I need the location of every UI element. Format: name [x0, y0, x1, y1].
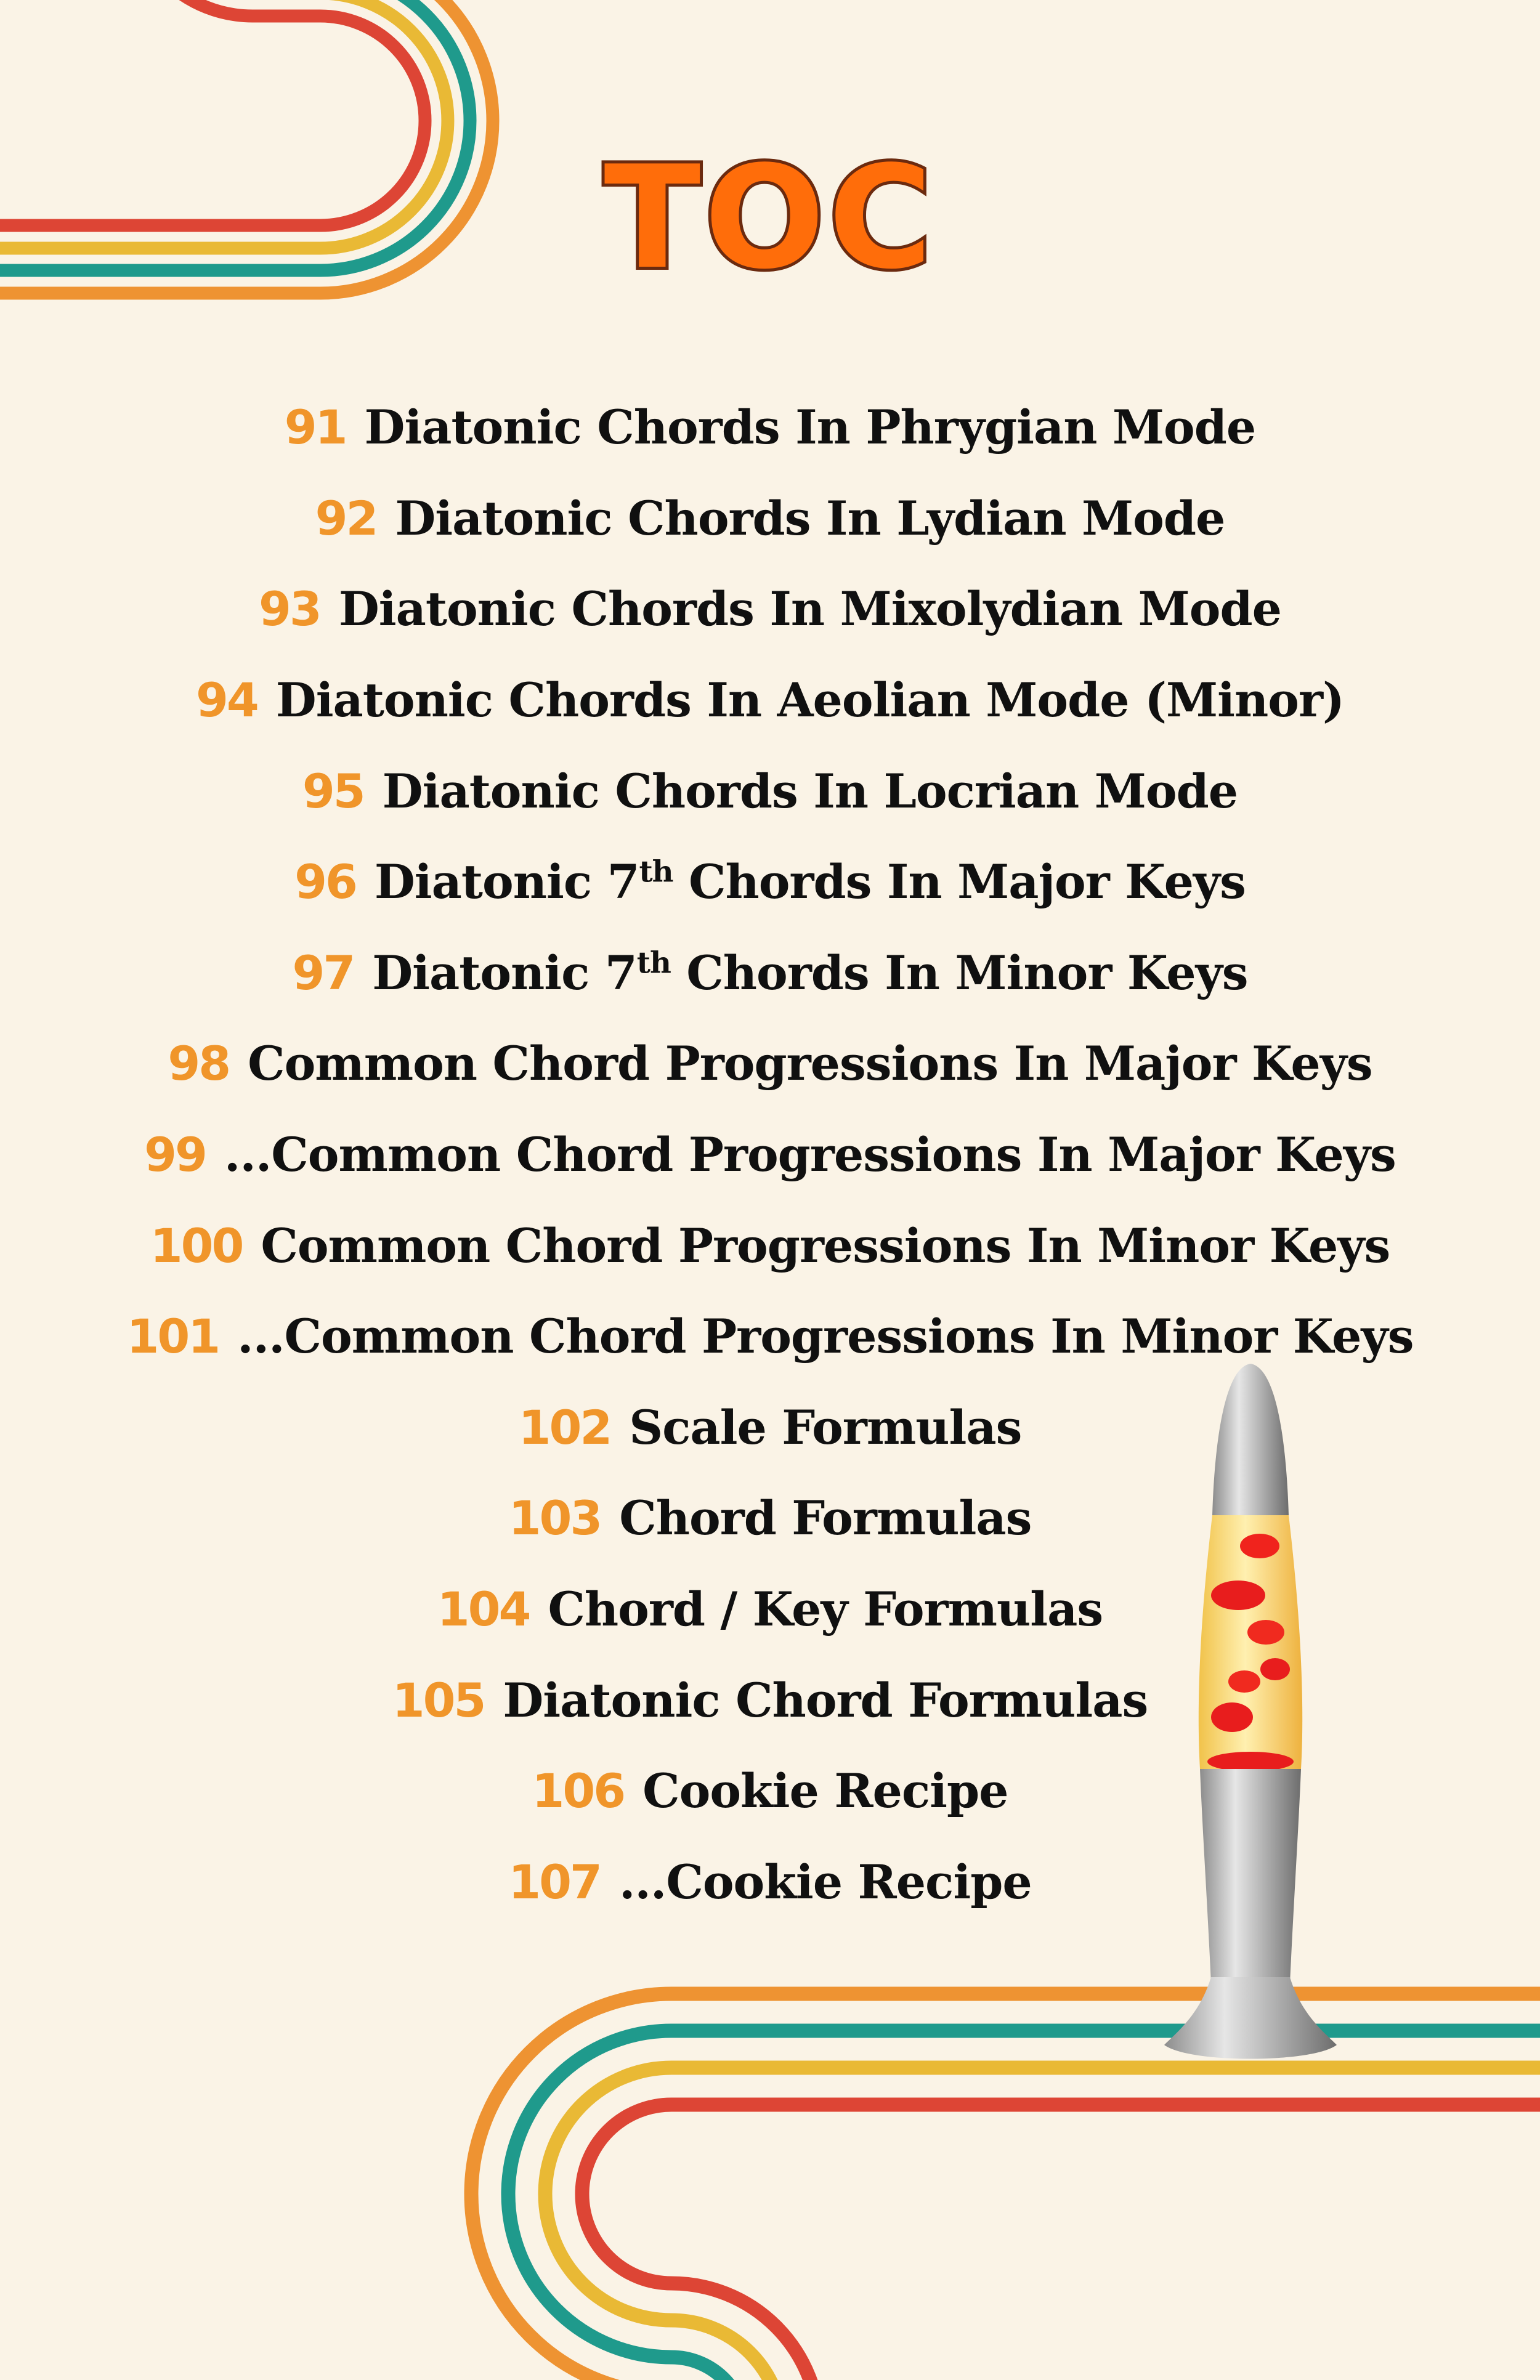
toc-entry-title: Diatonic Chords In Mixolydian Mode [338, 581, 1281, 637]
toc-page-number: 103 [508, 1491, 601, 1546]
toc-entry-title: Common Chord Progressions In Major Keys [248, 1036, 1372, 1091]
toc-entry-title: Scale Formulas [629, 1399, 1022, 1455]
toc-entry [0, 382, 1540, 473]
toc-entry [0, 655, 1540, 746]
toc-entry-title: Diatonic 7th Chords In Minor Keys [372, 945, 1248, 1000]
toc-page-number: 101 [126, 1309, 219, 1364]
toc-entry [0, 1200, 1540, 1291]
toc-entry-title: ...Common Chord Progressions In Major Keys [224, 1127, 1396, 1183]
toc-page-number: 95 [302, 763, 364, 819]
toc-entry [0, 473, 1540, 564]
toc-entry-title: Diatonic Chords In Aeolian Mode (Minor) [275, 673, 1344, 728]
toc-page-number: 105 [392, 1672, 485, 1728]
toc-entry [0, 1109, 1540, 1200]
toc-entry [0, 564, 1540, 655]
toc-page-number: 91 [284, 400, 346, 455]
toc-page-number: 106 [532, 1763, 625, 1819]
page-title: TOC [604, 136, 936, 301]
toc-entry [0, 745, 1540, 836]
toc-page-number: 107 [508, 1854, 601, 1909]
toc-page-number: 98 [168, 1036, 230, 1091]
toc-entry-title: ...Common Chord Progressions In Minor Keys [237, 1309, 1414, 1364]
lava-lamp-image [1158, 1361, 1343, 2076]
toc-entry [0, 1018, 1540, 1109]
toc-entry-title: Diatonic 7th Chords In Major Keys [374, 854, 1246, 910]
toc-page-number: 104 [437, 1582, 530, 1637]
toc-entry-title: Diatonic Chords In Lydian Mode [395, 490, 1225, 546]
toc-page-number: 97 [292, 945, 354, 1000]
toc-page-number: 99 [144, 1127, 206, 1183]
toc-page-number: 96 [294, 854, 356, 910]
toc-entry-title: ...Cookie Recipe [618, 1854, 1032, 1909]
toc-entry-title: Diatonic Chord Formulas [503, 1672, 1148, 1728]
toc-entry [0, 928, 1540, 1019]
toc-page-number: 102 [518, 1399, 611, 1455]
toc-entry-title: Cookie Recipe [642, 1763, 1008, 1819]
toc-entry-title: Chord / Key Formulas [548, 1582, 1103, 1637]
toc-entry-title: Chord Formulas [619, 1491, 1032, 1546]
toc-entry-title: Diatonic Chords In Locrian Mode [382, 763, 1238, 819]
toc-entry-title: Diatonic Chords In Phrygian Mode [364, 400, 1256, 455]
toc-page-number: 100 [150, 1218, 243, 1273]
toc-entry [0, 836, 1540, 928]
toc-page-number: 94 [196, 673, 257, 728]
toc-page-number: 93 [259, 581, 320, 637]
toc-page-number: 92 [315, 490, 377, 546]
toc-entry-title: Common Chord Progressions In Minor Keys [261, 1218, 1390, 1273]
